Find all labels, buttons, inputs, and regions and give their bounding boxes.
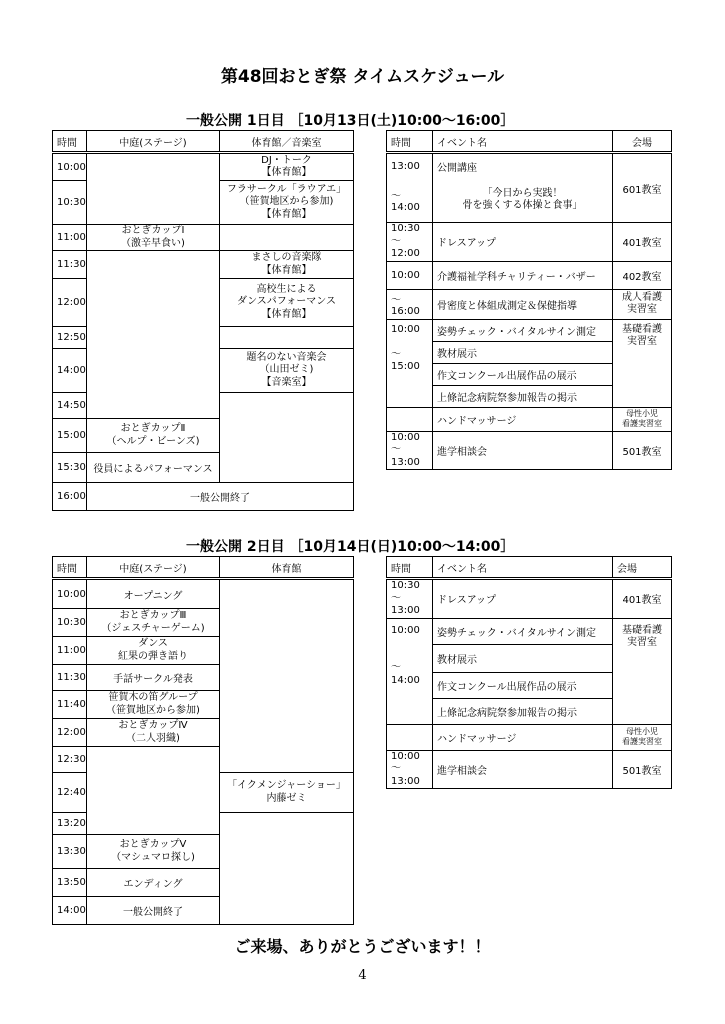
event-name: 公開講座 xyxy=(433,153,613,179)
page-title: 第48回おとぎ祭 タイムスケジュール xyxy=(220,67,505,87)
time-cell: 15:00 xyxy=(53,419,87,453)
time-cell: ～16:00 xyxy=(387,289,433,319)
time-cell: 12:00 xyxy=(53,279,87,327)
venue-cell: 成人看護 実習室 xyxy=(613,289,672,319)
event-name: ハンドマッサージ xyxy=(433,407,613,431)
time-cell: 12:30 xyxy=(53,747,87,773)
time-cell: 14:00 xyxy=(53,349,87,393)
time-cell xyxy=(387,407,433,431)
col-header-venue: 会場 xyxy=(613,557,672,579)
time-cell: 15:30 xyxy=(53,453,87,483)
gym-empty-cell xyxy=(220,579,354,773)
time-cell: 12:50 xyxy=(53,327,87,349)
event-name: 進学相談会 xyxy=(433,750,613,789)
day2-heading: 一般公開 2日目 ［10月14日(日)10:00～14:00］ xyxy=(186,539,515,555)
closing-event: 一般公開終了 xyxy=(87,483,354,511)
time-cell: 11:00 xyxy=(53,637,87,665)
time-cell: 13:00 xyxy=(387,153,433,179)
event-name: 進学相談会 xyxy=(433,431,613,470)
venue-cell: 基礎看護 実習室 xyxy=(613,319,672,407)
time-cell: 14:00 xyxy=(53,897,87,925)
event-name: 姿勢チェック・バイタルサイン測定 xyxy=(433,618,613,644)
venue-cell: 基礎看護 実習室 xyxy=(613,618,672,724)
time-cell: 13:50 xyxy=(53,869,87,897)
stage-event: おとぎカップⅣ （二人羽織) xyxy=(87,719,220,747)
time-cell: 10:00 xyxy=(387,261,433,289)
stage-empty-cell xyxy=(87,153,220,225)
event-name: 教材展示 xyxy=(433,341,613,363)
day2-events-table xyxy=(386,556,672,789)
venue-cell: 401教室 xyxy=(613,579,672,619)
col-header-event: イベント名 xyxy=(433,557,613,579)
time-cell: 10:00～ 13:00 xyxy=(387,431,433,470)
time-cell: 13:20 xyxy=(53,813,87,835)
col-header-gym: 体育館／音楽室 xyxy=(220,131,354,153)
time-cell: ～14:00 xyxy=(387,179,433,223)
col-header-time: 時間 xyxy=(387,131,433,153)
col-header-stage: 中庭(ステージ) xyxy=(87,557,220,579)
time-cell: 12:00 xyxy=(53,719,87,747)
stage-event: おとぎカップⅡ （ヘルプ・ビーンズ) xyxy=(87,419,220,453)
gym-event: 高校生による ダンスパフォーマンス 【体育館】 xyxy=(220,279,354,327)
col-header-gym: 体育館 xyxy=(220,557,354,579)
time-cell: 10:00 ～15:00 xyxy=(387,319,433,407)
day1-heading: 一般公開 1日目 ［10月13日(土)10:00～16:00］ xyxy=(186,113,515,129)
col-header-time: 時間 xyxy=(53,557,87,579)
venue-cell: 402教室 xyxy=(613,261,672,289)
venue-cell: 501教室 xyxy=(613,750,672,789)
stage-event: 笹賀木の笛グループ （笹賀地区から参加) xyxy=(87,691,220,719)
venue-cell: 401教室 xyxy=(613,223,672,262)
time-cell: 14:50 xyxy=(53,393,87,419)
stage-event: おとぎカップⅢ （ジェスチャーゲーム) xyxy=(87,609,220,637)
venue-cell: 母性小児 看護実習室 xyxy=(613,724,672,750)
col-header-venue: 会場 xyxy=(613,131,672,153)
gym-event: まさしの音楽隊 【体育館】 xyxy=(220,251,354,279)
closing-message: ご来場、ありがとうございます！！ xyxy=(234,937,491,956)
gym-event: フラサークル「ラウアエ」 （笹賀地区から参加) 【体育館】 xyxy=(220,181,354,225)
time-cell: 10:00 xyxy=(53,579,87,609)
stage-event: ダンス 紅果の弾き語り xyxy=(87,637,220,665)
event-name: 上條記念病院祭参加報告の掲示 xyxy=(433,698,613,724)
time-cell: 12:40 xyxy=(53,773,87,813)
gym-empty-cell xyxy=(220,393,354,483)
stage-event: エンディング xyxy=(87,869,220,897)
time-cell: 11:30 xyxy=(53,251,87,279)
stage-event: 手話サークル発表 xyxy=(87,665,220,691)
time-cell: 10:00～ 13:00 xyxy=(387,750,433,789)
time-cell: 16:00 xyxy=(53,483,87,511)
stage-event: おとぎカップⅤ （マシュマロ探し) xyxy=(87,835,220,869)
event-name: 作文コンクール出展作品の展示 xyxy=(433,672,613,698)
time-cell: 10:00 ～14:00 xyxy=(387,618,433,724)
day2-stage-table xyxy=(52,556,354,925)
venue-cell: 601教室 xyxy=(613,153,672,223)
gym-event: 「イクメンジャーショー」 内藤ゼミ xyxy=(220,773,354,813)
time-cell: 10:00 xyxy=(53,153,87,181)
time-cell: 11:40 xyxy=(53,691,87,719)
day1-stage-table xyxy=(52,130,354,511)
col-header-stage: 中庭(ステージ) xyxy=(87,131,220,153)
day1-events-table xyxy=(386,130,672,470)
stage-event: オープニング xyxy=(87,579,220,609)
stage-event: 役員によるパフォーマンス xyxy=(87,453,220,483)
stage-empty-cell xyxy=(87,747,220,835)
event-name: 姿勢チェック・バイタルサイン測定 xyxy=(433,319,613,341)
time-cell: 13:30 xyxy=(53,835,87,869)
gym-empty-cell xyxy=(220,327,354,349)
time-cell: 11:30 xyxy=(53,665,87,691)
event-name: 「今日から実践！ 骨を強くする体操と食事」 xyxy=(433,179,613,223)
event-name: 作文コンクール出展作品の展示 xyxy=(433,363,613,385)
col-header-event: イベント名 xyxy=(433,131,613,153)
venue-cell: 501教室 xyxy=(613,431,672,470)
page-number: 4 xyxy=(358,968,367,983)
stage-empty-cell xyxy=(87,251,220,419)
gym-empty-cell xyxy=(220,225,354,251)
time-cell: 10:30 xyxy=(53,181,87,225)
closing-event: 一般公開終了 xyxy=(87,897,220,925)
event-name: ドレスアップ xyxy=(433,579,613,619)
col-header-time: 時間 xyxy=(53,131,87,153)
event-name: 教材展示 xyxy=(433,644,613,672)
time-cell: 10:30～ 13:00 xyxy=(387,579,433,619)
event-name: 骨密度と体組成測定＆保健指導 xyxy=(433,289,613,319)
venue-cell: 母性小児 看護実習室 xyxy=(613,407,672,431)
time-cell: 11:00 xyxy=(53,225,87,251)
gym-event: 題名のない音楽会 （山田ゼミ) 【音楽室】 xyxy=(220,349,354,393)
event-name: ドレスアップ xyxy=(433,223,613,262)
col-header-time: 時間 xyxy=(387,557,433,579)
event-name: 介護福祉学科チャリティー・バザー xyxy=(433,261,613,289)
event-name: ハンドマッサージ xyxy=(433,724,613,750)
stage-event: おとぎカップⅠ （激辛早食い) xyxy=(87,225,220,251)
gym-event: DJ・トーク 【体育館】 xyxy=(220,153,354,181)
time-cell xyxy=(387,724,433,750)
gym-empty-cell xyxy=(220,813,354,925)
time-cell: 10:30 xyxy=(53,609,87,637)
time-cell: 10:30～ 12:00 xyxy=(387,223,433,262)
event-name: 上條記念病院祭参加報告の掲示 xyxy=(433,385,613,407)
